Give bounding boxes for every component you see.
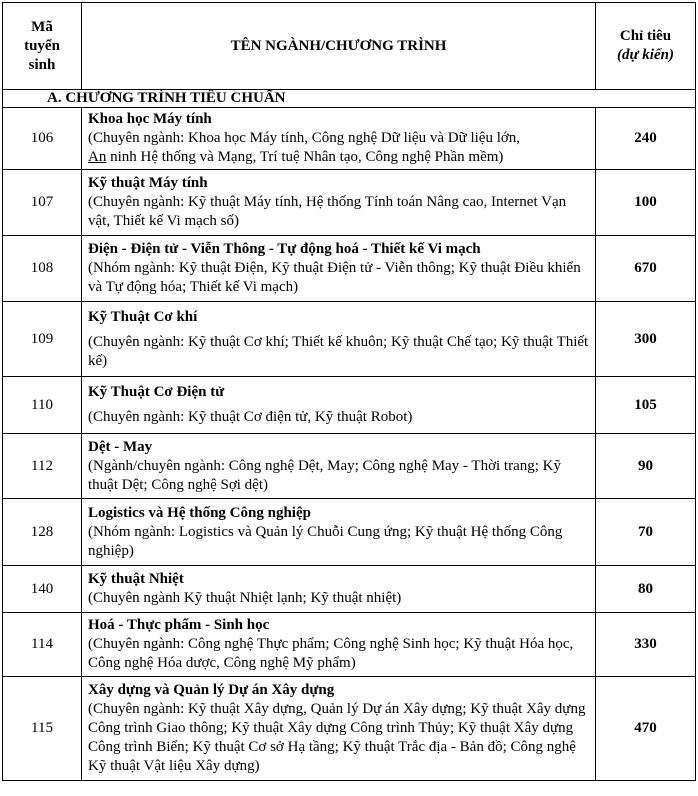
program-quota: 100 [596, 170, 696, 236]
program-cell [82, 302, 596, 377]
program-code: 115 [3, 677, 82, 781]
table-row [3, 613, 696, 677]
table-row [3, 236, 696, 302]
program-name: Khoa học Máy tính [88, 111, 212, 127]
program-desc: (Nhóm ngành: Kỹ thuật Điện, Kỹ thuật Điện tử - Viễn thông; Kỹ thuật Điều khiển và Tự động hóa; Thiết kế Vi mạch) [88, 260, 581, 295]
program-code: 107 [3, 170, 82, 236]
program-quota: 470 [596, 677, 696, 781]
program-desc: (Chuyên ngành: Kỹ thuật Cơ điện tử, Kỹ thuật Robot) [88, 409, 413, 425]
program-name: Kỹ Thuật Cơ Điện tử [88, 384, 225, 400]
program-name: Kỹ Thuật Cơ khí [88, 308, 198, 325]
admissions-table [2, 2, 696, 781]
program-code: 140 [3, 566, 82, 613]
table-row [3, 170, 696, 236]
header-code: Mã tuyển sinh [3, 3, 82, 90]
table-row [3, 499, 696, 566]
program-code: 108 [3, 236, 82, 302]
table-row [3, 434, 696, 499]
table-row [3, 566, 696, 613]
program-desc: (Chuyên ngành: Kỹ thuật Xây dựng, Quản lý Dự án Xây dựng; Kỹ thuật Xây dựng Công trình Giao thông; Kỹ thuật Xây dựng Công trình Thủy; Kỹ thuật Xây dựng Công trình Biển; Kỹ thuật Cơ sở Hạ tầng; Kỹ thuật Trắc địa - Bản đồ; Công nghệ Kỹ thuật Vật liệu Xây dựng) [88, 701, 586, 774]
program-desc: (Nhóm ngành: Logistics và Quản lý Chuỗi Cung ứng; Kỹ thuật Hệ thống Công nghiệp) [88, 523, 563, 559]
program-quota: 300 [596, 302, 696, 377]
header-quota: Chỉ tiêu (dự kiến) [596, 3, 696, 90]
program-quota: 330 [596, 613, 696, 677]
program-cell [82, 499, 596, 566]
program-quota: 90 [596, 434, 696, 499]
program-desc: (Chuyên ngành Kỹ thuật Nhiệt lạnh; Kỹ thuật nhiệt) [88, 590, 402, 606]
program-code: 128 [3, 499, 82, 566]
program-cell [82, 236, 596, 302]
program-code: 112 [3, 434, 82, 499]
program-desc: (Ngành/chuyên ngành: Công nghệ Dệt, May; Công nghệ May - Thời trang; Kỹ thuật Dệt; Công nghệ Sợi dệt) [88, 457, 561, 493]
program-cell [82, 566, 596, 613]
section-title: A. CHƯƠNG TRÌNH TIÊU CHUẨN [3, 90, 696, 108]
program-cell [82, 677, 596, 781]
program-cell [82, 613, 596, 677]
program-name: Điện - Điện tử - Viễn Thông - Tự động hoá - Thiết kế Vi mạch [88, 241, 481, 257]
program-cell [82, 170, 596, 236]
program-desc: (Chuyên ngành: Công nghệ Thực phẩm; Công nghệ Sinh học; Kỹ thuật Hóa học, Công nghệ Hóa dược, Công nghệ Mỹ phẩm) [88, 636, 574, 671]
program-desc: (Chuyên ngành: Kỹ thuật Máy tính, Hệ thống Tính toán Nâng cao, Internet Vạn vật, Thiết kế Vi mạch số) [88, 194, 567, 229]
table-row [3, 677, 696, 781]
program-cell [82, 108, 596, 170]
program-quota: 240 [596, 108, 696, 170]
program-name: Logistics và Hệ thống Công nghiệp [88, 504, 311, 521]
program-name: Xây dựng và Quản lý Dự án Xây dựng [88, 682, 335, 698]
program-desc: (Chuyên ngành: Kỹ thuật Cơ khí; Thiết kế khuôn; Kỹ thuật Chế tạo; Kỹ thuật Thiết kế) [88, 333, 589, 369]
program-quota: 105 [596, 377, 696, 434]
program-name: Hoá - Thực phẩm - Sinh học [88, 617, 270, 633]
program-desc: (Chuyên ngành: Khoa học Máy tính, Công nghệ Dữ liệu và Dữ liệu lớn, An ninh Hệ thống và Mạng, Trí tuệ Nhân tạo, Công nghệ Phần mềm) [88, 130, 521, 165]
program-name: Kỹ thuật Máy tính [88, 175, 208, 191]
section-row [3, 90, 696, 108]
header-program-name: TÊN NGÀNH/CHƯƠNG TRÌNH [82, 3, 596, 90]
program-cell [82, 377, 596, 434]
program-quota: 670 [596, 236, 696, 302]
program-name: Dệt - May [88, 438, 153, 455]
program-code: 110 [3, 377, 82, 434]
program-code: 114 [3, 613, 82, 677]
table-row [3, 302, 696, 377]
table-row [3, 108, 696, 170]
program-quota: 80 [596, 566, 696, 613]
program-name: Kỹ thuật Nhiệt [88, 571, 184, 587]
table-row [3, 377, 696, 434]
program-code: 106 [3, 108, 82, 170]
header-row [3, 3, 696, 90]
program-code: 109 [3, 302, 82, 377]
program-cell [82, 434, 596, 499]
program-quota: 70 [596, 499, 696, 566]
